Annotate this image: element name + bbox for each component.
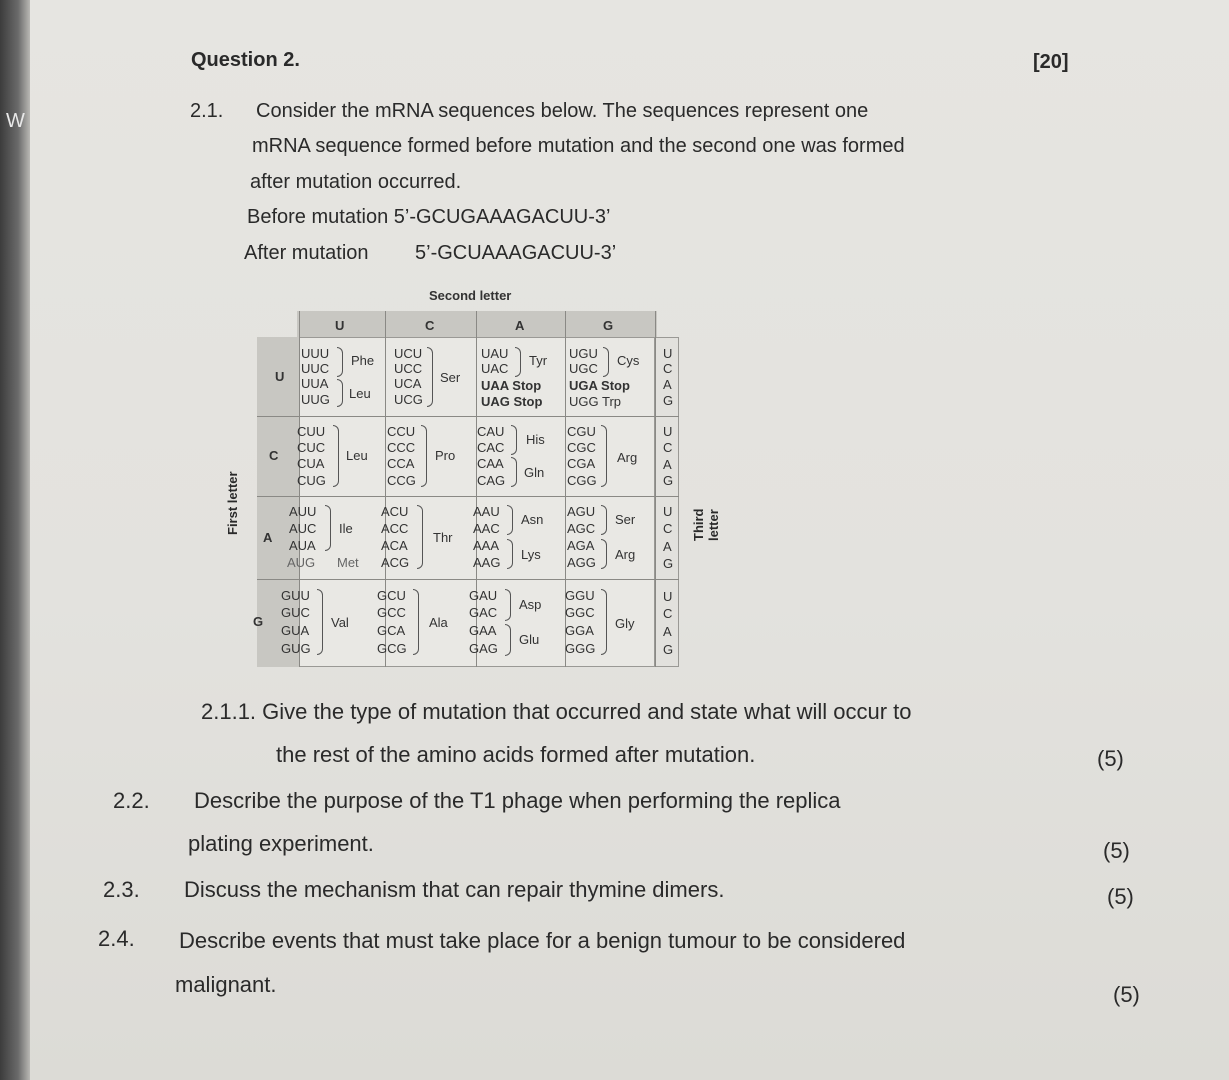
codon-ccc: CCC — [387, 440, 416, 455]
aa-asn: Asn — [521, 512, 544, 527]
codon-acc: ACC — [381, 521, 409, 536]
codon-cga: CGA — [567, 456, 596, 471]
codon-caa: CAA — [477, 456, 504, 471]
third-a-1: A — [663, 377, 672, 392]
q21-line3: after mutation occurred. — [250, 171, 462, 193]
aa-his: His — [526, 432, 545, 447]
codon-cug: CUG — [297, 473, 326, 488]
codon-ccu: CCU — [387, 424, 416, 439]
codon-gac: GAC — [469, 605, 498, 620]
codon-uug: UUG — [301, 392, 330, 407]
third-g-1: G — [663, 393, 674, 408]
aa-lys: Lys — [521, 547, 541, 562]
codon-uag-stop: UAG Stop — [481, 394, 543, 409]
codon-uac: UAC — [481, 361, 509, 376]
codon-ucu: UCU — [394, 346, 423, 361]
codon-ucc: UCC — [394, 361, 423, 376]
q21-line1: Consider the mRNA sequences below. The sequences represent one — [256, 100, 869, 122]
q21-number: 2.1. — [190, 100, 224, 122]
after-mutation-label: After mutation — [244, 242, 369, 264]
codon-ugc: UGC — [569, 361, 598, 376]
aa-leu-1: Leu — [349, 386, 371, 401]
after-mutation-seq: 5’-GCUAAAGACUU-3’ — [415, 242, 617, 264]
aa-met: Met — [337, 555, 359, 570]
codon-cuc: CUC — [297, 440, 326, 455]
codon-ccg: CCG — [387, 473, 416, 488]
codon-agc: AGC — [567, 521, 596, 536]
col-header-a: A — [515, 318, 525, 333]
third-c-1: C — [663, 361, 673, 376]
codon-cuu: CUU — [297, 424, 326, 439]
q211-line1: 2.1.1. Give the type of mutation that occurred and state what will occur to — [201, 699, 912, 724]
aa-leu-2: Leu — [346, 448, 368, 463]
codon-cua: CUA — [297, 456, 325, 471]
aa-cys: Cys — [617, 353, 640, 368]
third-a-3: A — [663, 539, 672, 554]
aa-ala: Ala — [429, 615, 448, 630]
codon-ugu: UGU — [569, 346, 598, 361]
third-u-1: U — [663, 346, 673, 361]
codon-table — [213, 283, 721, 673]
total-marks: [20] — [1033, 51, 1069, 73]
third-u-4: U — [663, 589, 673, 604]
codon-agg: AGG — [567, 555, 596, 570]
codon-auu: AUU — [289, 504, 317, 519]
codon-ucg: UCG — [394, 392, 423, 407]
q22-line1: Describe the purpose of the T1 phage when performing the replica — [194, 788, 841, 813]
row-header-c: C — [269, 448, 279, 463]
third-g-2: G — [663, 473, 674, 488]
aa-glu: Glu — [519, 632, 540, 647]
codon-gcc: GCC — [377, 605, 406, 620]
codon-uuu: UUU — [301, 346, 330, 361]
q22-number: 2.2. — [113, 788, 150, 813]
codon-auc: AUC — [289, 521, 317, 536]
codon-uca: UCA — [394, 376, 422, 391]
row-header-g: G — [253, 614, 264, 629]
q23-number: 2.3. — [103, 877, 140, 902]
third-c-2: C — [663, 440, 673, 455]
question-title: Question 2. — [191, 49, 300, 71]
q22-marks: (5) — [1103, 838, 1130, 863]
aa-gln: Gln — [524, 465, 545, 480]
aa-arg-2: Arg — [615, 547, 636, 562]
q24-line2: malignant. — [175, 972, 277, 997]
third-letter-label: Third letter — [691, 508, 721, 541]
first-letter-label: First letter — [225, 471, 240, 535]
aa-pro: Pro — [435, 448, 456, 463]
codon-cag: CAG — [477, 473, 506, 488]
codon-cau: CAU — [477, 424, 505, 439]
codon-uga-stop: UGA Stop — [569, 378, 630, 393]
codon-agu: AGU — [567, 504, 596, 519]
codon-gcg: GCG — [377, 641, 407, 656]
aa-ile: Ile — [339, 521, 353, 536]
edge-letter: W — [6, 110, 25, 132]
aa-tyr: Tyr — [529, 353, 548, 368]
q24-number: 2.4. — [98, 926, 135, 951]
codon-gaa: GAA — [469, 623, 497, 638]
codon-aca: ACA — [381, 538, 408, 553]
codon-gca: GCA — [377, 623, 406, 638]
third-a-4: A — [663, 624, 672, 639]
codon-ggc: GGC — [565, 605, 595, 620]
codon-guu: GUU — [281, 588, 310, 603]
third-c-3: C — [663, 521, 673, 536]
codon-ugg-trp: UGG Trp — [569, 394, 622, 409]
q22-line2: plating experiment. — [188, 831, 374, 856]
codon-aug: AUG — [287, 555, 316, 570]
aa-val: Val — [331, 615, 349, 630]
q21-line2: mRNA sequence formed before mutation and the second one was formed — [252, 135, 905, 157]
col-header-c: C — [425, 318, 435, 333]
before-mutation: Before mutation 5’-GCUGAAAGACUU-3’ — [247, 206, 611, 228]
codon-ggg: GGG — [565, 641, 596, 656]
aa-phe: Phe — [351, 353, 375, 368]
q24-marks: (5) — [1113, 982, 1140, 1007]
aa-ser-1: Ser — [440, 370, 461, 385]
codon-aag: AAG — [473, 555, 501, 570]
col-header-g: G — [603, 318, 614, 333]
third-c-4: C — [663, 606, 673, 621]
q23-line1: Discuss the mechanism that can repair thymine dimers. — [184, 877, 725, 902]
page-edge — [0, 0, 30, 1080]
codon-uaa-stop: UAA Stop — [481, 378, 542, 393]
codon-aau: AAU — [473, 504, 500, 519]
aa-gly: Gly — [615, 616, 635, 631]
aa-ser-2: Ser — [615, 512, 636, 527]
codon-acg: ACG — [381, 555, 410, 570]
codon-aua: AUA — [289, 538, 316, 553]
codon-uua: UUA — [301, 376, 329, 391]
codon-aac: AAC — [473, 521, 500, 536]
q24-line1: Describe events that must take place for a benign tumour to be considered — [179, 928, 906, 953]
codon-gau: GAU — [469, 588, 498, 603]
row-header-a: A — [263, 530, 273, 545]
codon-cgc: CGC — [567, 440, 596, 455]
aa-arg-1: Arg — [617, 450, 638, 465]
codon-uuc: UUC — [301, 361, 330, 376]
codon-gga: GGA — [565, 623, 594, 638]
codon-cca: CCA — [387, 456, 415, 471]
codon-aaa: AAA — [473, 538, 500, 553]
codon-ggu: GGU — [565, 588, 595, 603]
third-u-2: U — [663, 424, 673, 439]
codon-gag: GAG — [469, 641, 498, 656]
aa-thr: Thr — [433, 530, 453, 545]
codon-cgg: CGG — [567, 473, 597, 488]
aa-asp: Asp — [519, 597, 542, 612]
third-g-3: G — [663, 556, 674, 571]
codon-aga: AGA — [567, 538, 595, 553]
codon-guc: GUC — [281, 605, 310, 620]
codon-uau: UAU — [481, 346, 509, 361]
third-u-3: U — [663, 504, 673, 519]
codon-acu: ACU — [381, 504, 409, 519]
codon-cac: CAC — [477, 440, 505, 455]
third-a-2: A — [663, 457, 672, 472]
codon-gcu: GCU — [377, 588, 406, 603]
codon-gua: GUA — [281, 623, 310, 638]
q23-marks: (5) — [1107, 884, 1134, 909]
row-header-u: U — [275, 369, 285, 384]
second-letter-label: Second letter — [429, 288, 512, 303]
codon-gug: GUG — [281, 641, 311, 656]
codon-cgu: CGU — [567, 424, 596, 439]
col-header-u: U — [335, 318, 345, 333]
q211-marks: (5) — [1097, 746, 1124, 771]
third-g-4: G — [663, 642, 674, 657]
q211-line2: the rest of the amino acids formed after mutation. — [276, 742, 756, 767]
